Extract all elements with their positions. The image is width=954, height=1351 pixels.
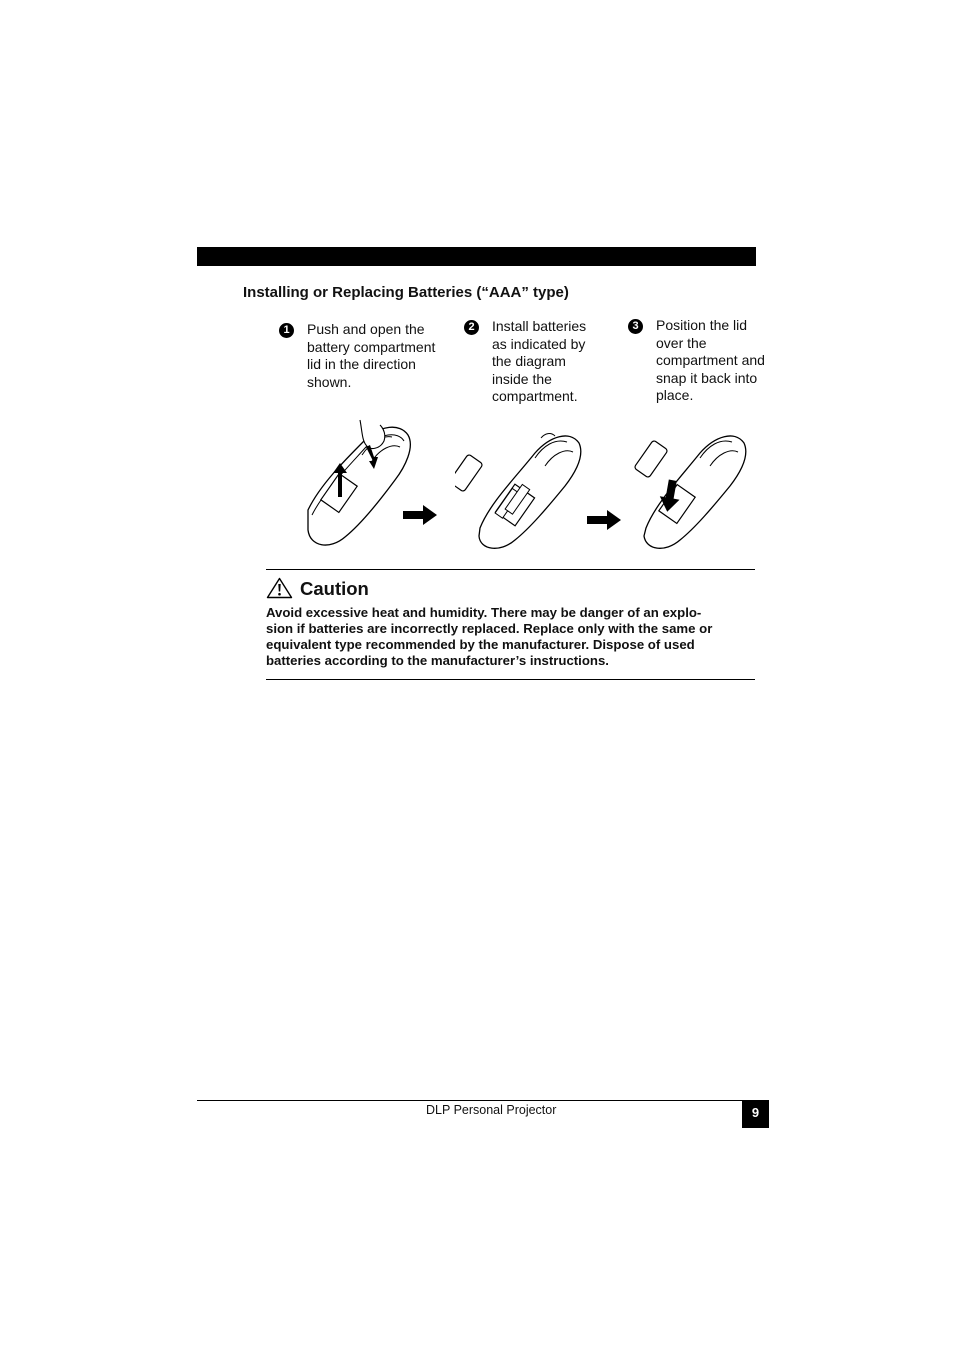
step-2-number: 2 [464,320,479,335]
footer-title: DLP Personal Projector [426,1103,557,1117]
caution-title: Caution [300,578,369,599]
footer-rule [197,1100,769,1101]
step-3-number: 3 [628,319,643,334]
warning-triangle-icon [266,577,293,599]
caution-top-rule [266,569,755,570]
step-3-text: Position the lid over the compartment and snap it back into place. [656,317,765,403]
remote-close-lid-illustration [628,428,753,553]
remote-open-lid-illustration [300,415,420,550]
caution-line-2: sion if batteries are incorrectly replaced. Replace only with the same or [266,621,713,636]
next-arrow-icon [587,510,622,530]
caution-bottom-rule [266,679,755,680]
caution-body [266,605,758,669]
next-arrow-icon [403,505,438,525]
caution-line-1: Avoid excessive heat and humidity. There may be danger of an explo- [266,605,702,620]
step-2-text: Install batteries as indicated by the diagram inside the compartment. [492,318,587,404]
caution-line-3: equivalent type recommended by the manufacturer. Dispose of used [266,637,695,652]
page-number: 9 [742,1101,769,1128]
header-bar [197,247,756,266]
step-1-number: 1 [279,323,294,338]
step-1-text: Push and open the battery compartment lid in the direction shown. [307,321,436,390]
remote-batteries-illustration [455,428,585,553]
caution-line-4: batteries according to the manufacturer’s instructions. [266,653,609,668]
section-title: Installing or Replacing Batteries (“AAA” type) [243,284,569,301]
